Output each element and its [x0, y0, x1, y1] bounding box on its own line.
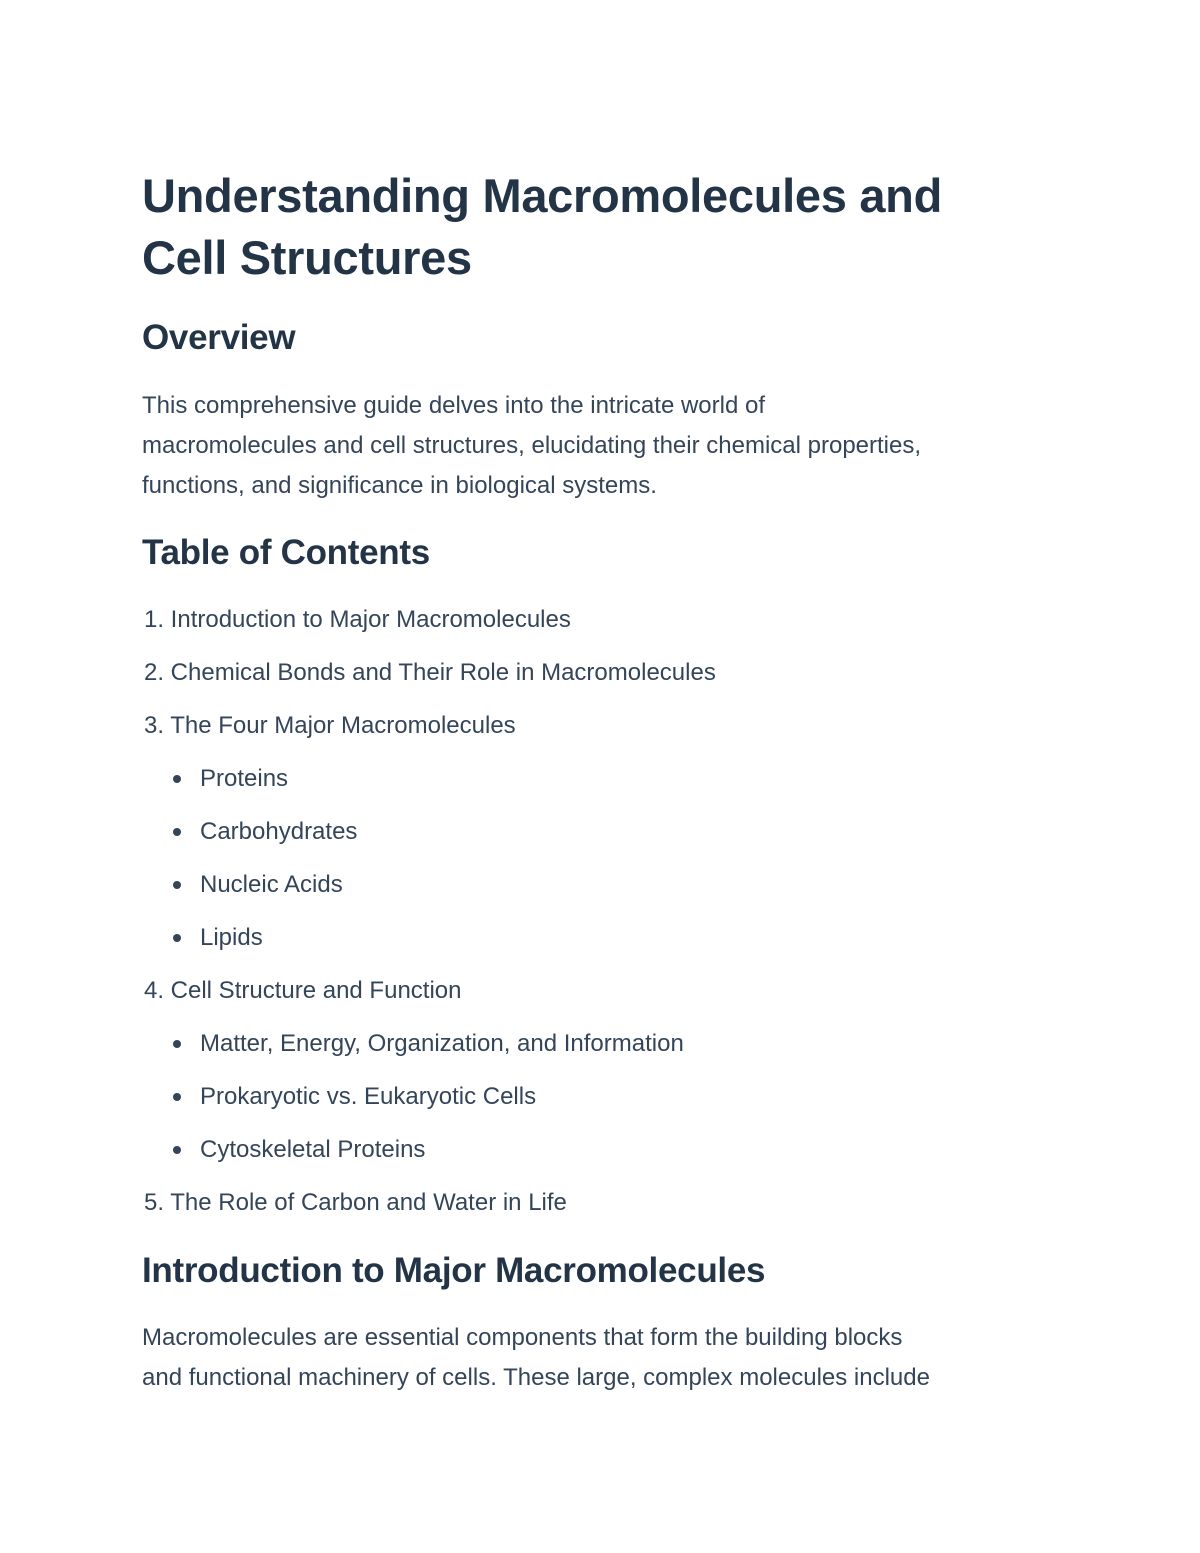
- toc-item-label: The Role of Carbon and Water in Life: [170, 1189, 567, 1216]
- title-line-1: Understanding Macromolecules and: [142, 169, 943, 222]
- intro-line-2: and functional machinery of cells. These large, complex molecules include: [142, 1364, 930, 1391]
- toc-heading: Table of Contents: [142, 533, 430, 572]
- overview-heading: Overview: [142, 318, 296, 357]
- intro-line-1: Macromolecules are essential components that form the building blocks: [142, 1324, 903, 1351]
- toc-item-2[interactable]: [142, 657, 716, 689]
- toc-item-label: Chemical Bonds and Their Role in Macromolecules: [170, 659, 716, 686]
- toc-subitem-prokaryotic-eukaryotic[interactable]: Prokaryotic vs. Eukaryotic Cells: [200, 1083, 537, 1110]
- intro-paragraph: [142, 1318, 930, 1398]
- bullet-icon: [173, 934, 181, 942]
- toc-item-label: Cell Structure and Function: [170, 977, 462, 1004]
- toc-subitem-matter-energy[interactable]: Matter, Energy, Organization, and Information: [200, 1030, 684, 1057]
- bullet-icon: [173, 775, 181, 783]
- bullet-icon: [173, 1146, 181, 1154]
- toc-subitem-cytoskeletal-proteins[interactable]: Cytoskeletal Proteins: [200, 1136, 426, 1163]
- toc-subitem-proteins[interactable]: Proteins: [200, 765, 289, 792]
- toc-subitem-nucleic-acids[interactable]: Nucleic Acids: [200, 871, 343, 898]
- title-line-2: Cell Structures: [142, 231, 472, 284]
- toc-item-number: 2.: [143, 659, 164, 686]
- bullet-icon: [173, 881, 181, 889]
- page-title: [142, 165, 1042, 289]
- overview-paragraph: [142, 386, 921, 506]
- toc-item-label: Introduction to Major Macromolecules: [170, 606, 571, 633]
- intro-heading: Introduction to Major Macromolecules: [142, 1251, 766, 1290]
- toc-item-number: 1.: [143, 606, 164, 633]
- toc-item-1[interactable]: [142, 604, 571, 636]
- toc-item-5[interactable]: [142, 1187, 567, 1219]
- toc-item-label: The Four Major Macromolecules: [170, 712, 516, 739]
- toc-item-number: 3.: [143, 712, 164, 739]
- overview-line-3: functions, and significance in biological systems.: [142, 472, 657, 499]
- bullet-icon: [173, 1093, 181, 1101]
- bullet-icon: [173, 1040, 181, 1048]
- bullet-icon: [173, 828, 181, 836]
- overview-line-2: macromolecules and cell structures, elucidating their chemical properties,: [142, 432, 922, 459]
- overview-line-1: This comprehensive guide delves into the intricate world of: [142, 392, 765, 419]
- toc-item-3[interactable]: [142, 710, 516, 742]
- toc-item-number: 5.: [143, 1189, 164, 1216]
- toc-subitem-lipids[interactable]: Lipids: [200, 924, 263, 951]
- toc-subitem-carbohydrates[interactable]: Carbohydrates: [200, 818, 358, 845]
- toc-item-number: 4.: [143, 977, 164, 1004]
- toc-item-4[interactable]: [142, 975, 461, 1007]
